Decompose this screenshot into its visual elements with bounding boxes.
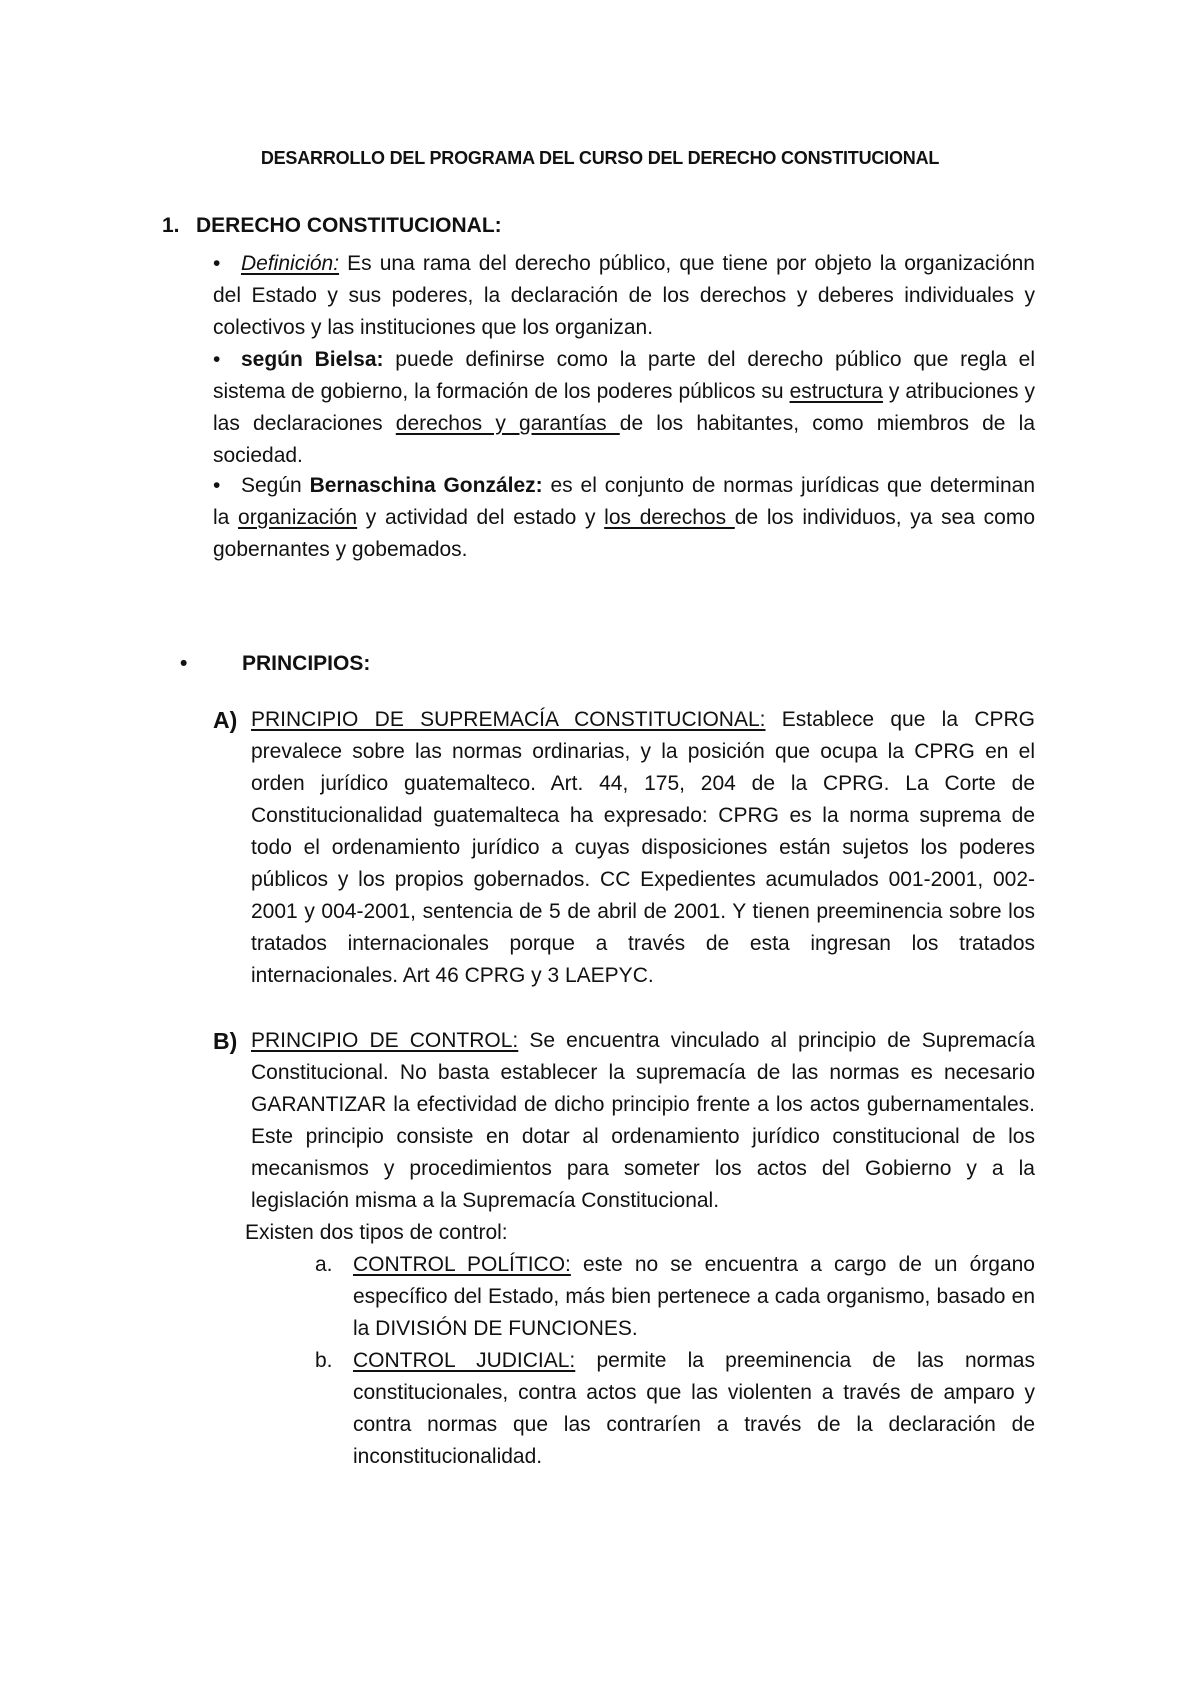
principle-b-paragraph — [251, 1025, 1035, 1217]
principle-b-text: Se encuentra vinculado al principio de Supremacía Constitucional. No basta establecer la supremacía de las normas es necesario GARANTIZAR la efectividad de dicho principio frente a los actos gubernamentales. Este principio consiste en dotar al ordenamiento jurídico constitucional de los mecanismos y procedimientos para someter los actos del Gobierno y a la legislación misma a la Supremacía Constitucional. — [251, 1029, 1036, 1212]
gonzalez-label: Bernaschina González: — [309, 474, 543, 497]
principle-a-text: Establece que la CPRG prevalece sobre las normas ordinarias, y la posición que ocupa la CPRG en el orden jurídico guatemalteco. Art. 44, 175, 204 de la CPRG. La Corte de Constitucionalidad guatemalteca ha expresado: CPRG es la norma suprema de todo el ordenamiento jurídico a cuyas disposiciones están sujetos los poderes públicos y los propios gobernados. CC Expedientes acumulados 001-2001, 002-2001 y 004-2001, sentencia de 5 de abril de 2001. Y tienen preeminencia sobre los tratados internacionales porque a través de esta ingresan los tratados internacionales. Art 46 CPRG y 3 LAEPYC. — [251, 708, 1036, 987]
bielsa-label: según Bielsa: — [241, 348, 384, 371]
principle-a-label: PRINCIPIO DE SUPREMACÍA CONSTITUCIONAL: — [251, 708, 766, 731]
gonzalez-text-3: de los individuos, ya sea como gobernantes y gobemados. — [213, 506, 1036, 561]
definicion-paragraph — [213, 248, 1035, 344]
control-b-label: CONTROL JUDICIAL: — [353, 1349, 576, 1372]
definicion-label: Definición: — [241, 252, 340, 275]
control-a-text: este no se encuentra a cargo de un órgano específico del Estado, más bien pertenece a cada organismo, basado en la DIVISIÓN DE FUNCIONES. — [353, 1253, 1035, 1340]
document-title: DESARROLLO DEL PROGRAMA DEL CURSO DEL DERECHO CONSTITUCIONAL — [260, 148, 940, 168]
section-1-heading — [162, 210, 502, 242]
control-a-letter: a. — [315, 1253, 333, 1276]
principle-b-letter: B) — [213, 1028, 238, 1054]
definicion-text: Es una rama del derecho público, que tiene por objeto la organizaciónn del Estado y sus poderes, la declaración de los derechos y deberes individuales y colectivos y las instituciones que los organizan. — [213, 252, 1035, 339]
bielsa-text-1: puede definirse como la parte del derecho público que regla el sistema de gobierno, la formación de los poderes públicos su — [213, 348, 1035, 403]
gonzalez-prefix: Según — [241, 474, 310, 497]
control-a-paragraph — [353, 1249, 1035, 1345]
principle-a-letter: A) — [213, 707, 238, 733]
gonzalez-paragraph — [213, 470, 1035, 566]
bullet-icon: • — [213, 348, 221, 371]
bielsa-text-3: de los habitantes, como miembros de la sociedad. — [213, 412, 1036, 467]
gonzalez-text-1: es el conjunto de normas jurídicas que determinan la — [213, 474, 1036, 529]
control-a-label: CONTROL POLÍTICO: — [353, 1253, 571, 1276]
gonzalez-text-2: y actividad del estado y — [357, 506, 605, 529]
principle-b-label: PRINCIPIO DE CONTROL: — [251, 1029, 519, 1052]
bullet-icon: • — [213, 474, 221, 497]
control-b-text: permite la preeminencia de las normas constitucionales, contra actos que las violenten a través de amparo y contra normas que las contraríen a través de la declaración de inconstitucionalidad. — [353, 1349, 1035, 1468]
bielsa-paragraph — [213, 344, 1035, 472]
section-1-title: DERECHO CONSTITUCIONAL: — [196, 214, 502, 237]
bullet-icon: • — [213, 252, 221, 275]
control-types-intro: Existen dos tipos de control: — [245, 1221, 508, 1244]
section-1-number: 1. — [162, 214, 180, 237]
bielsa-text-2: y atribuciones y las declaraciones — [213, 380, 1035, 435]
control-b-paragraph — [353, 1345, 1035, 1473]
gonzalez-underlined-2: los derechos — [604, 506, 735, 529]
gonzalez-underlined-1: organización — [238, 506, 358, 529]
bielsa-underlined-1: estructura — [789, 380, 883, 403]
bielsa-underlined-2: derechos y garantías — [395, 412, 620, 435]
bullet-icon: • — [180, 652, 188, 675]
control-b-letter: b. — [315, 1349, 333, 1372]
principle-a-paragraph — [251, 704, 1035, 992]
principios-title: PRINCIPIOS: — [242, 652, 371, 675]
principios-heading — [180, 648, 370, 680]
